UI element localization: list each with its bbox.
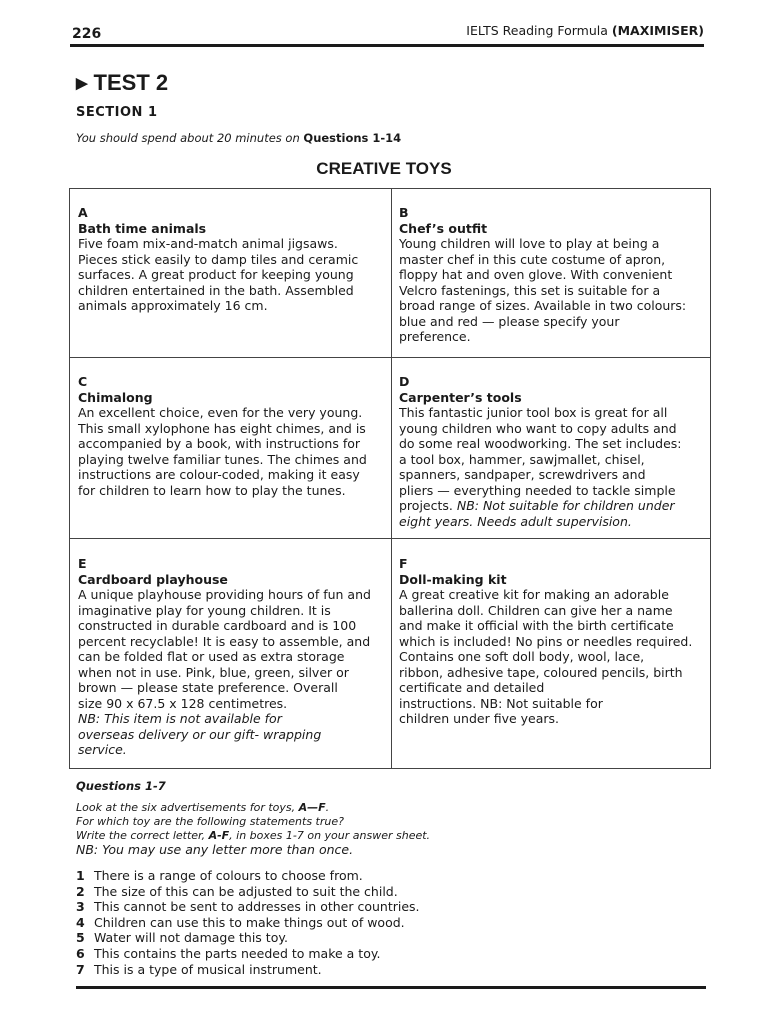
- question-item: [76, 915, 420, 931]
- question-item: [76, 946, 420, 962]
- toy-desc-line: spanners, sandpaper, screwdrivers and: [399, 467, 646, 482]
- toy-desc-line: brown — please state preference. Overall: [78, 680, 338, 695]
- toy-desc-line: [399, 498, 709, 514]
- toy-desc-line: Pieces stick easily to damp tiles and ceramic: [78, 251, 359, 267]
- instr-part: Look at the six advertisements for toys,: [76, 801, 299, 814]
- grid-row-divider-1: [70, 357, 710, 358]
- toys-grid: [69, 188, 711, 769]
- toy-desc-line: ballerina doll. Children can give her a name: [399, 602, 673, 618]
- toy-desc-line: do some real woodworking. The set includes:: [399, 436, 682, 451]
- toy-desc-line: certificate and detailed: [399, 680, 545, 695]
- toy-nb-line: eight years. Needs adult supervision.: [399, 513, 632, 529]
- toy-desc-line: floppy hat and oven glove. With convenient: [399, 267, 673, 282]
- toy-name: Bath time animals: [78, 220, 207, 236]
- page-number: 226: [72, 26, 102, 42]
- toy-desc-line: broad range of sizes. Available in two colours:: [399, 298, 687, 313]
- question-text: There is a range of colours to choose from.: [94, 868, 363, 883]
- toy-desc-line: children under five years.: [399, 711, 560, 726]
- instr-bold: A—F: [298, 801, 326, 814]
- toy-desc-line: This small xylophone has eight chimes, and is: [78, 420, 366, 436]
- toy-desc-line: constructed in durable cardboard and is 100: [78, 618, 357, 633]
- toy-desc-line: percent recyclable! It is easy to assemble, and: [78, 633, 371, 649]
- question-number: 7: [76, 961, 85, 977]
- toy-desc-line: and make it official with the birth certificate: [399, 618, 674, 633]
- toy-name: Cardboard playhouse: [78, 571, 228, 587]
- toy-desc-line: size 90 x 67.5 x 128 centimetres.: [78, 695, 288, 711]
- toy-desc-line: A unique playhouse providing hours of fun and: [78, 587, 371, 602]
- instr-bold: A-F: [208, 829, 230, 842]
- toy-desc-line: children entertained in the bath. Assembled: [78, 282, 354, 298]
- toy-desc-line: when not in use. Pink, blue, green, silver or: [78, 664, 349, 680]
- toy-desc-line: Velcro fastenings, this set is suitable for a: [399, 282, 661, 298]
- question-number: 3: [76, 899, 85, 915]
- toy-desc-line: which is included! No pins or needles required.: [399, 633, 693, 649]
- grid-vertical-divider: [391, 189, 392, 768]
- toy-desc-line: can be folded flat or used as extra storage: [78, 649, 345, 664]
- main-title: CREATIVE TOYS: [316, 159, 452, 178]
- question-text: This contains the parts needed to make a toy.: [94, 945, 381, 961]
- question-item: [76, 962, 420, 978]
- toy-desc-line: surfaces. A great product for keeping young: [78, 267, 354, 282]
- questions-instructions: [76, 801, 430, 857]
- toy-desc-line: Young children will love to play at being a: [399, 236, 660, 251]
- questions-instruction-line: For which toy are the following statements true?: [76, 815, 344, 828]
- toy-cell-a: [78, 205, 384, 314]
- question-item: [76, 868, 420, 884]
- toy-name: Chef’s outfit: [399, 220, 488, 236]
- toy-desc-line: Five foam mix-and-match animal jigsaws.: [78, 236, 338, 251]
- toy-cell-d: [399, 374, 709, 529]
- toy-nb-line: NB: This item is not available for: [78, 711, 282, 726]
- question-text: This is a type of musical instrument.: [94, 961, 322, 977]
- instr-part: , in boxes 1-7 on your answer sheet.: [229, 829, 431, 842]
- toy-desc-line: This fantastic junior tool box is great for all: [399, 405, 668, 420]
- toy-desc-line: a tool box, hammer, sawjmallet, chisel,: [399, 451, 645, 467]
- instr-part: .: [325, 801, 330, 814]
- toy-name: Carpenter’s tools: [399, 389, 522, 405]
- toy-desc-line: blue and red — please specify your: [399, 313, 620, 329]
- questions-instruction-line: [76, 801, 430, 815]
- question-text: Water will not damage this toy.: [94, 930, 288, 946]
- toy-letter: D: [399, 374, 410, 389]
- toy-desc-line: pliers — everything needed to tackle simple: [399, 482, 676, 498]
- question-number: 6: [76, 945, 85, 961]
- book-title: [466, 23, 704, 38]
- toy-name: Doll-making kit: [399, 571, 507, 587]
- section-label: SECTION 1: [76, 105, 158, 120]
- footer-rule: [76, 986, 706, 989]
- toy-desc-line: for children to learn how to play the tunes.: [78, 482, 346, 498]
- toy-desc-line: animals approximately 16 cm.: [78, 298, 268, 313]
- instruction-bold: Questions 1-14: [303, 131, 402, 145]
- toy-cell-e: [78, 556, 390, 758]
- toy-nb-line: service.: [78, 742, 127, 757]
- book-title-bold: (MAXIMISER): [611, 23, 704, 38]
- questions-instruction-line: [76, 829, 430, 843]
- toy-cell-f: [399, 556, 709, 727]
- toy-letter: C: [78, 374, 88, 389]
- toy-cell-c: [78, 374, 384, 498]
- questions-nb-line: NB: You may use any letter more than once.: [76, 842, 354, 857]
- question-text: This cannot be sent to addresses in other countries.: [94, 899, 420, 915]
- toy-desc-line: ribbon, adhesive tape, coloured pencils, birth: [399, 664, 683, 680]
- toy-desc-line: instructions. NB: Not suitable for: [399, 695, 603, 711]
- question-text: The size of this can be adjusted to suit the child.: [94, 883, 398, 899]
- question-number: 1: [76, 868, 85, 883]
- toy-nb-line: overseas delivery or our gift- wrapping: [78, 726, 322, 742]
- instr-part: Write the correct letter,: [76, 829, 209, 842]
- questions-heading: Questions 1-7: [76, 779, 166, 793]
- toy-cell-b: [399, 205, 709, 345]
- toy-desc-line: accompanied by a book, with instructions for: [78, 436, 361, 451]
- toy-desc-plain: projects.: [399, 498, 457, 513]
- test-title-text: TEST 2: [93, 70, 169, 95]
- test-title: [76, 70, 168, 96]
- question-item: [76, 899, 420, 915]
- toy-desc-line: Contains one soft doll body, wool, lace,: [399, 649, 645, 664]
- toy-desc-line: imaginative play for young children. It is: [78, 602, 331, 618]
- book-title-text: IELTS Reading Formula: [466, 23, 608, 38]
- toy-letter: F: [399, 556, 408, 571]
- toy-desc-line: An excellent choice, even for the very young.: [78, 405, 363, 420]
- question-number: 2: [76, 883, 85, 899]
- question-text: Children can use this to make things out of wood.: [94, 914, 405, 930]
- toy-letter: E: [78, 556, 87, 571]
- toy-letter: B: [399, 205, 409, 220]
- toy-nb-text: NB: Not suitable for children under: [456, 498, 675, 513]
- question-number: 5: [76, 930, 85, 946]
- instruction-text: You should spend about 20 minutes on: [76, 131, 300, 145]
- grid-row-divider-2: [70, 538, 710, 539]
- toy-name: Chimalong: [78, 389, 153, 405]
- toy-letter: A: [78, 205, 88, 220]
- toy-desc-line: A great creative kit for making an adorable: [399, 587, 669, 602]
- instruction: [76, 131, 401, 145]
- question-item: [76, 884, 420, 900]
- toy-desc-line: master chef in this cute costume of apron,: [399, 251, 666, 267]
- question-number: 4: [76, 914, 85, 930]
- questions-list: [76, 868, 420, 977]
- question-item: [76, 930, 420, 946]
- toy-desc-line: playing twelve familiar tunes. The chimes and: [78, 451, 367, 467]
- toy-desc-line: instructions are colour-coded, making it easy: [78, 467, 360, 482]
- play-triangle-icon: ▶: [76, 75, 88, 92]
- header-rule: [70, 44, 704, 47]
- toy-desc-line: preference.: [399, 329, 471, 344]
- toy-desc-line: young children who want to copy adults and: [399, 420, 677, 436]
